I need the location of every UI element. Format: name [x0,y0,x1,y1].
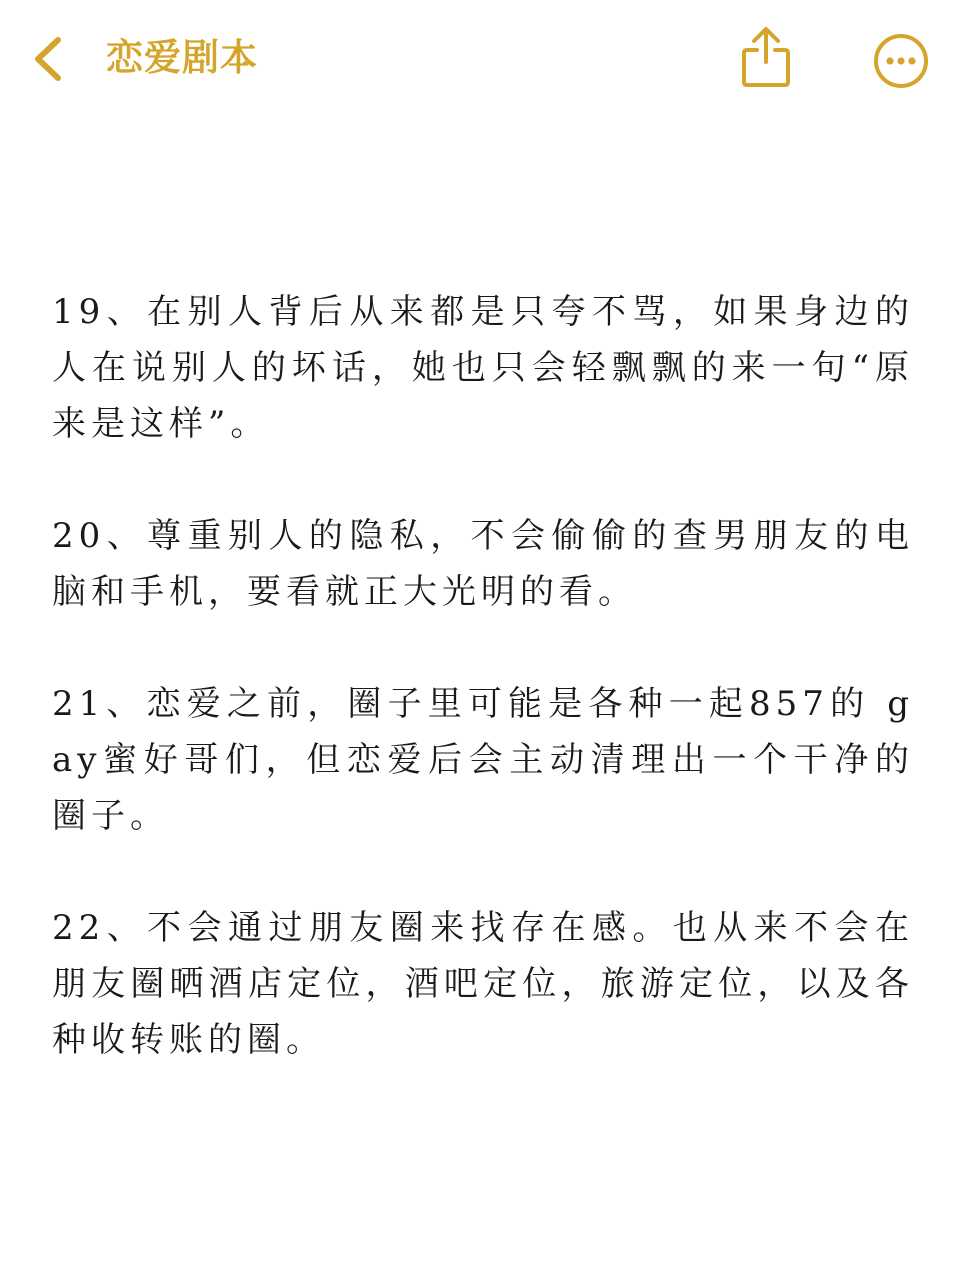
more-icon [872,32,930,90]
share-icon [738,24,794,90]
chevron-left-icon [26,34,76,84]
note-paragraph: 21、恋爱之前，圈子里可能是各种一起857的 gay蜜好哥们，但恋爱后会主动清理出一个干净的圈子。 [52,684,914,836]
more-options-button[interactable] [872,32,930,90]
note-paragraph: 22、不会通过朋友圈来找存在感。也从来不会在朋友圈晒酒店定位，酒吧定位，旅游定位，以及各种收转账的圈。 [52,908,914,1060]
note-body[interactable] [52,284,914,1124]
note-paragraph: 19、在别人背后从来都是只夸不骂，如果身边的人在说别人的坏话，她也只会轻飘飘的来一句“原来是这样”。 [52,292,914,444]
back-button[interactable] [26,34,76,84]
navigation-bar [0,0,960,120]
share-button[interactable] [738,24,794,90]
note-paragraph: 20、尊重别人的隐私，不会偷偷的查男朋友的电脑和手机，要看就正大光明的看。 [52,516,914,612]
page-title: 恋爱剧本 [106,36,258,79]
